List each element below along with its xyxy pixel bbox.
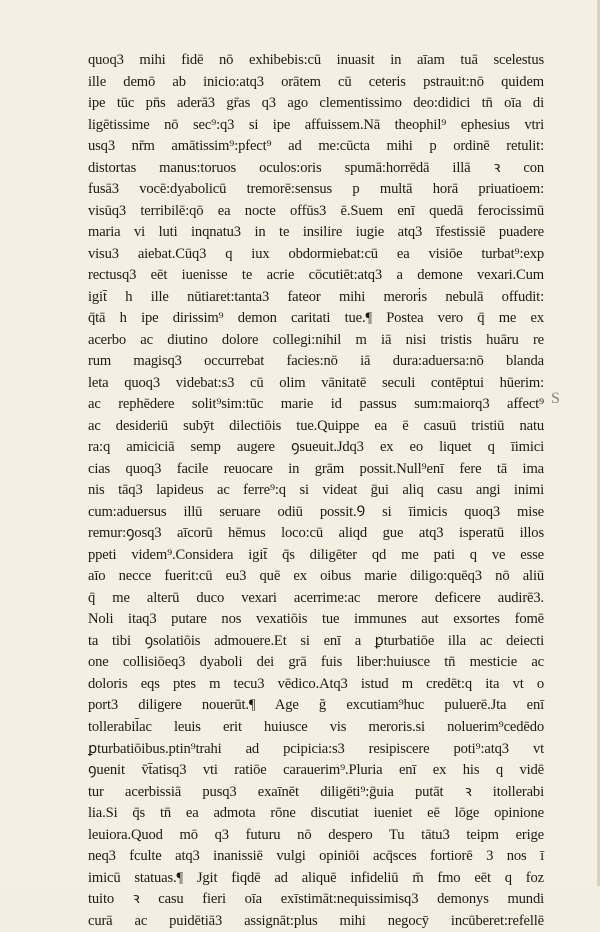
text-line: ac rephēdere solit⁹sim:tūc marie id passus sum:maiorq3 affect⁹ [88, 396, 544, 413]
text-line: aīo necce fuerit:cū eu3 quē ex oibus marie diligo:quēq3 nō aliū [88, 568, 544, 585]
text-line: cum:aduersus illū seruare odiū possit.Ꝯ si īimicis quoq3 mise [88, 503, 544, 520]
text-line: ppeti videm⁹.Considera igit̄ q̄s diligēter qd me pati q ve esse [88, 546, 544, 563]
text-line: fusā3 vocē:dyabolicū tremorē:sensus p multā horā priuatioem: [88, 181, 544, 198]
text-line: maria vi luti inqnatu3 in te insilire iugie atq3 īfestissiē puadere [88, 224, 544, 241]
text-block [88, 50, 544, 932]
text-line: ꝯuenit v̄t̄atisq3 vti ratiōe carauerim⁹.Pluria enī ex his q vidē [88, 762, 544, 779]
text-line: ra:q amiciciā semp augere ꝯsueuit.Jdq3 ex eo liquet q īimici [88, 439, 544, 456]
text-line: leta quoq3 videbat:s3 cū olim vānitatē seculi contēptui hūerim: [88, 374, 544, 391]
text-line: doloris eqs ptes m tecu3 vēdico.Atq3 istud m credēt:q ita vt o [88, 675, 544, 692]
text-line: remur:ꝯosq3 aīcorū hēmus loco:cū aliqd gue atq3 isperatū illos [88, 525, 544, 542]
text-line: curā ac puidētiā3 assignāt:plus mihi negocȳ incūberet:refellē [88, 912, 544, 929]
text-line: cias quoq3 facile reuocare in grām possit.Null⁹enī fere tā ima [88, 460, 544, 477]
text-line: ille demō ab inicio:atq3 orātem cū ceteris pstrauit:nō quidem [88, 73, 544, 90]
text-line: quoq3 mihi fidē nō exhibebis:cū inuasit in aīam tuā scelestus [88, 52, 544, 68]
text-line: visu3 aiebat.Cūq3 q iux obdormiebat:cū ea visiōe turbat⁹:exp [88, 245, 544, 262]
text-line: one collisiōeq3 dyaboli dei grā fuis liber:huiusce tn̄ mesticie ac [88, 654, 544, 671]
text-line: tollerabil̄ac leuis erit huiusce vis meroris.si noluerim⁹cedēdo [88, 718, 544, 735]
text-line: ligētissime nō sec⁹:q3 si ipe affuissem.Nā theophil⁹ ephesius vtri [88, 116, 544, 133]
text-line: ꝑturbatiōibus.ptin⁹trahi ad pcipicia:s3 resipiscere poti⁹:atq3 vt [88, 740, 544, 757]
text-line: q̄ me alterū duco vexari acerrime:ac merore deficere audirē3. [88, 589, 544, 606]
text-line: imicū statuas.¶ Jgit fiqdē ad aliquē infideliū m̄ fmo eēt q foz [88, 869, 544, 886]
text-line: distortas manus:toruos oculos:oris spumā:horrēdā illā ꝛ con [88, 159, 544, 176]
text-line: tur acerbissiā pusq3 exaīnēt diligēti⁹:ḡuia putāt ꝛ itollerabi [88, 783, 544, 800]
text-line: Noli itaq3 putare nos vexatiōis tue immunes aut exsortes fomē [88, 611, 544, 628]
text-line: ipe tūc pn̄s aderā3 gr̄as q3 ago clementissimo deo:didici tn̄ oīa di [88, 95, 544, 112]
text-line: port3 diligere nouerūt.¶ Age ğ excutiam⁹huc puluerē.Jta enī [88, 697, 544, 714]
text-line: ac desideriū subȳt dilectiōis tue.Quippe ea ē casuū tristiū natu [88, 417, 544, 434]
text-line: usq3 nr̄m amātissim⁹:pfect⁹ ad me:cūcta mihi p ordinē retulit: [88, 138, 544, 155]
text-line: tuito ꝛ casu fieri oīa exīstimāt:nequissimisq3 demonys mundi [88, 891, 544, 908]
text-line: rum magisq3 occurrebat facies:nō iā dura:aduersa:nō blanda [88, 353, 544, 370]
text-line: igit̄ h ille nūtiaret:tanta3 fateor mihi merori̇s nebulā offudit: [88, 288, 544, 305]
margin-note: S [551, 390, 560, 407]
text-line: neq3 fculte atq3 inanissiē vulgi opiniōi acq̄sces fortiorē 3 nos ī [88, 848, 544, 865]
text-line: q̄tā h ipe dirissim⁹ demon caritati tue.¶ Postea vero q̄ me ex [88, 310, 544, 327]
text-line: lia.Si q̄s tn̄ ea admota rōne discutiat iueniet eē lōge opinione [88, 805, 544, 822]
text-line: ta tibi ꝯsolatiōis admouere.Et si enī a ꝑturbatiōe illa ac deiecti [88, 632, 544, 649]
text-line: rectusq3 eēt iuenisse te acrie cōcutiēt:atq3 a demone vexari.Cum [88, 267, 544, 284]
text-line: acerbo ac diutino dolore collegi:nihil m iā nisi tristis huāru re [88, 331, 544, 348]
text-line: leuiora.Quod mō q3 futuru nō despero Tu tātu3 teipm erige [88, 826, 544, 843]
text-line: nis tāq3 lapideus ac ferre⁹:q si videat ḡui aliq casu angi inimi [88, 482, 544, 499]
text-line: visūq3 terribilē:qō ea nocte offūs3 ē.Suem enī quedā ferocissimū [88, 202, 544, 219]
